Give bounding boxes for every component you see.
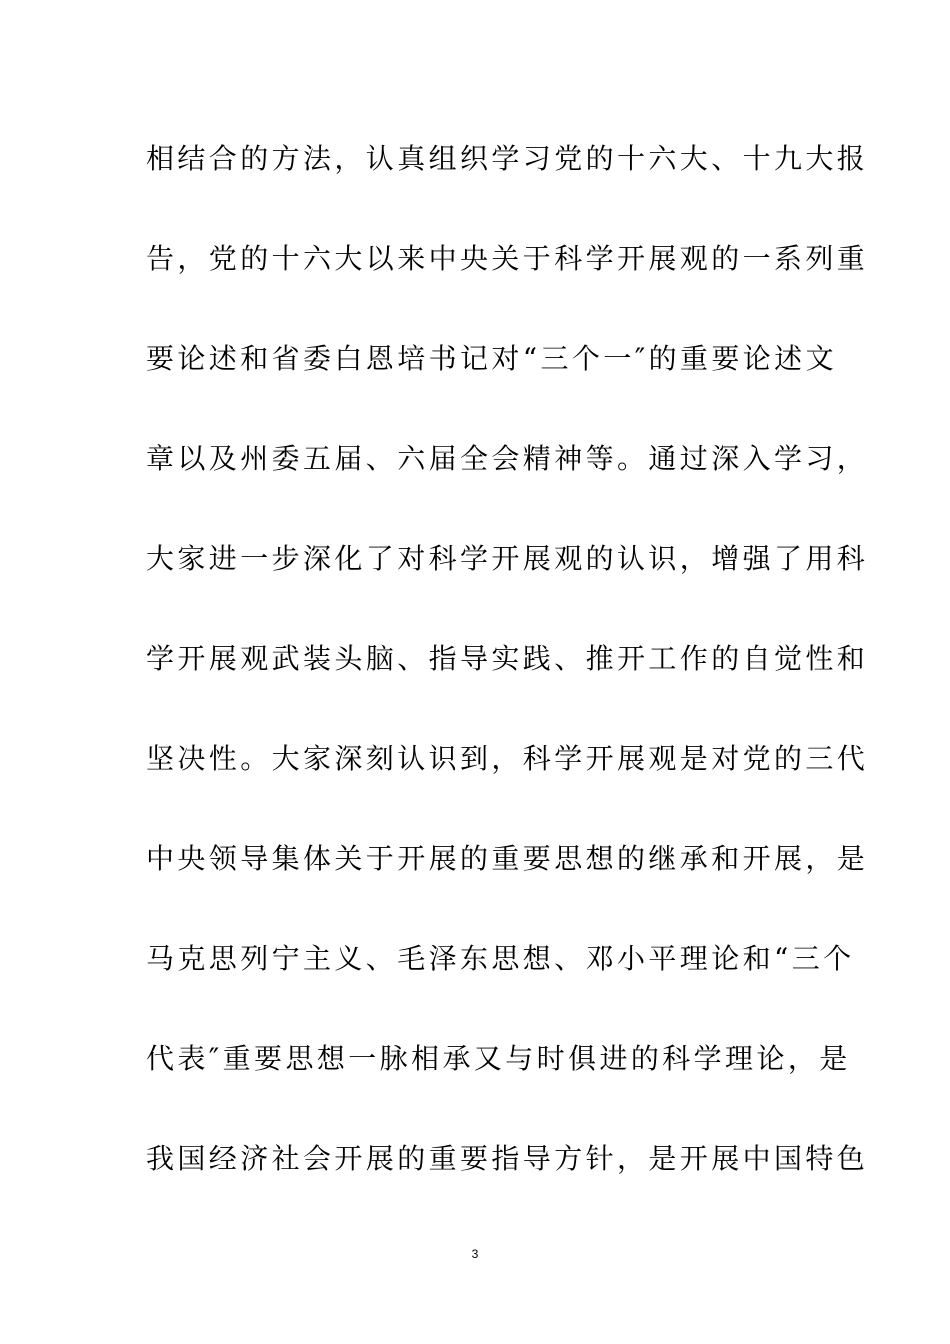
text-line: 坚决性。大家深刻认识到，科学开展观是对党的三代 — [146, 742, 869, 775]
text-line: 告，党的十六大以来中央关于科学开展观的一系列重 — [146, 242, 869, 275]
text-line: 中央领导集体关于开展的重要思想的继承和开展，是 — [146, 842, 869, 875]
text-line: 学开展观武装头脑、指导实践、推开工作的自觉性和 — [146, 642, 869, 675]
text-line: 相结合的方法，认真组织学习党的十六大、十九大报 — [146, 142, 869, 175]
page-number: 3 — [471, 1247, 479, 1261]
text-line: 要论述和省委白恩培书记对“三个一″的重要论述文 — [146, 342, 837, 375]
text-line: 马克思列宁主义、毛泽东思想、邓小平理论和“三个 — [146, 942, 855, 975]
text-line: 代表″重要思想一脉相承又与时俱进的科学理论，是 — [146, 1042, 851, 1075]
text-line: 大家进一步深化了对科学开展观的认识，增强了用科 — [146, 542, 869, 575]
text-line: 章以及州委五届、六届全会精神等。通过深入学习， — [146, 442, 869, 475]
body-text — [146, 132, 869, 1232]
text-line: 我国经济社会开展的重要指导方针，是开展中国特色 — [146, 1142, 869, 1175]
